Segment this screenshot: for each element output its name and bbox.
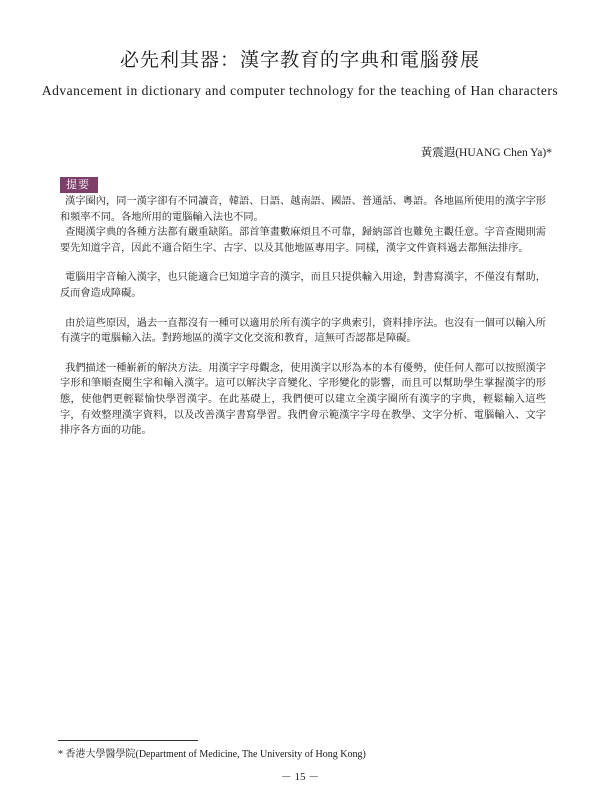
footnote-divider [58, 740, 198, 741]
footnote: * 香港大學醫學院(Department of Medicine, The University of Hong Kong) [58, 749, 366, 760]
abstract-body [60, 194, 546, 439]
abstract-paragraph-3: 電腦用字音輸入漢字，也只能適合已知道字音的漢字，而且只提供輸入用途，對書寫漢字，不僅沒有幫助，反而會造成障礙。 [60, 272, 546, 299]
abstract-paragraph-2: 查閱漢字典的各種方法都有嚴重缺陷。部首筆畫數麻煩且不可靠，歸納部首也難免主觀任意。字音查閱則需要先知道字音，因此不適合陌生字、古字、以及其他地區專用字。同樣，漢字文件資料過去都無法排序。 [60, 227, 546, 254]
page-number: － 15 － [280, 771, 320, 783]
paper-title-chinese: 必先利其器：漢字教育的字典和電腦發展 [119, 49, 480, 71]
paper-title-english: Advancement in dictionary and computer technology for the teaching of Han characters [41, 83, 559, 98]
abstract-paragraph-5: 我們描述一種嶄新的解決方法。用漢字字母觀念，使用漢字以形為本的本有優勢，使任何人都可以按照漢字字形和筆順查閱生字和輸入漢字。這可以解決字音變化、字形變化的影響，而且可以幫助學生掌握漢字的形態，使他們更輕鬆愉快學習漢字。在此基礎上，我們便可以建立全漢字圈所有漢字的字典，輕鬆輸入這些字，有效整理漢字資料，以及改善漢字書寫學習。我們會示範漢字字母在教學、文字分析、電腦輸入、文字排序各方面的功能。 [60, 362, 546, 437]
abstract-paragraph-4: 由於這些原因，過去一直都沒有一種可以適用於所有漢字的字典索引，資料排序法。也沒有一個可以輸入所有漢字的電腦輸入法。對跨地區的漢字文化交流和教育，這無可否認都是障礙。 [60, 317, 546, 345]
abstract-label: 提要 [60, 177, 98, 193]
abstract-paragraph-1: 漢字圈內，同一漢字卻有不同讀音，韓語、日語、越南語、國語、普通話、粵語。各地區所使用的漢字字形和頻率不同。各地所用的電腦輸入法也不同。 [60, 196, 546, 223]
author-line: 黃震遐(HUANG Chen Ya)* [420, 147, 552, 159]
